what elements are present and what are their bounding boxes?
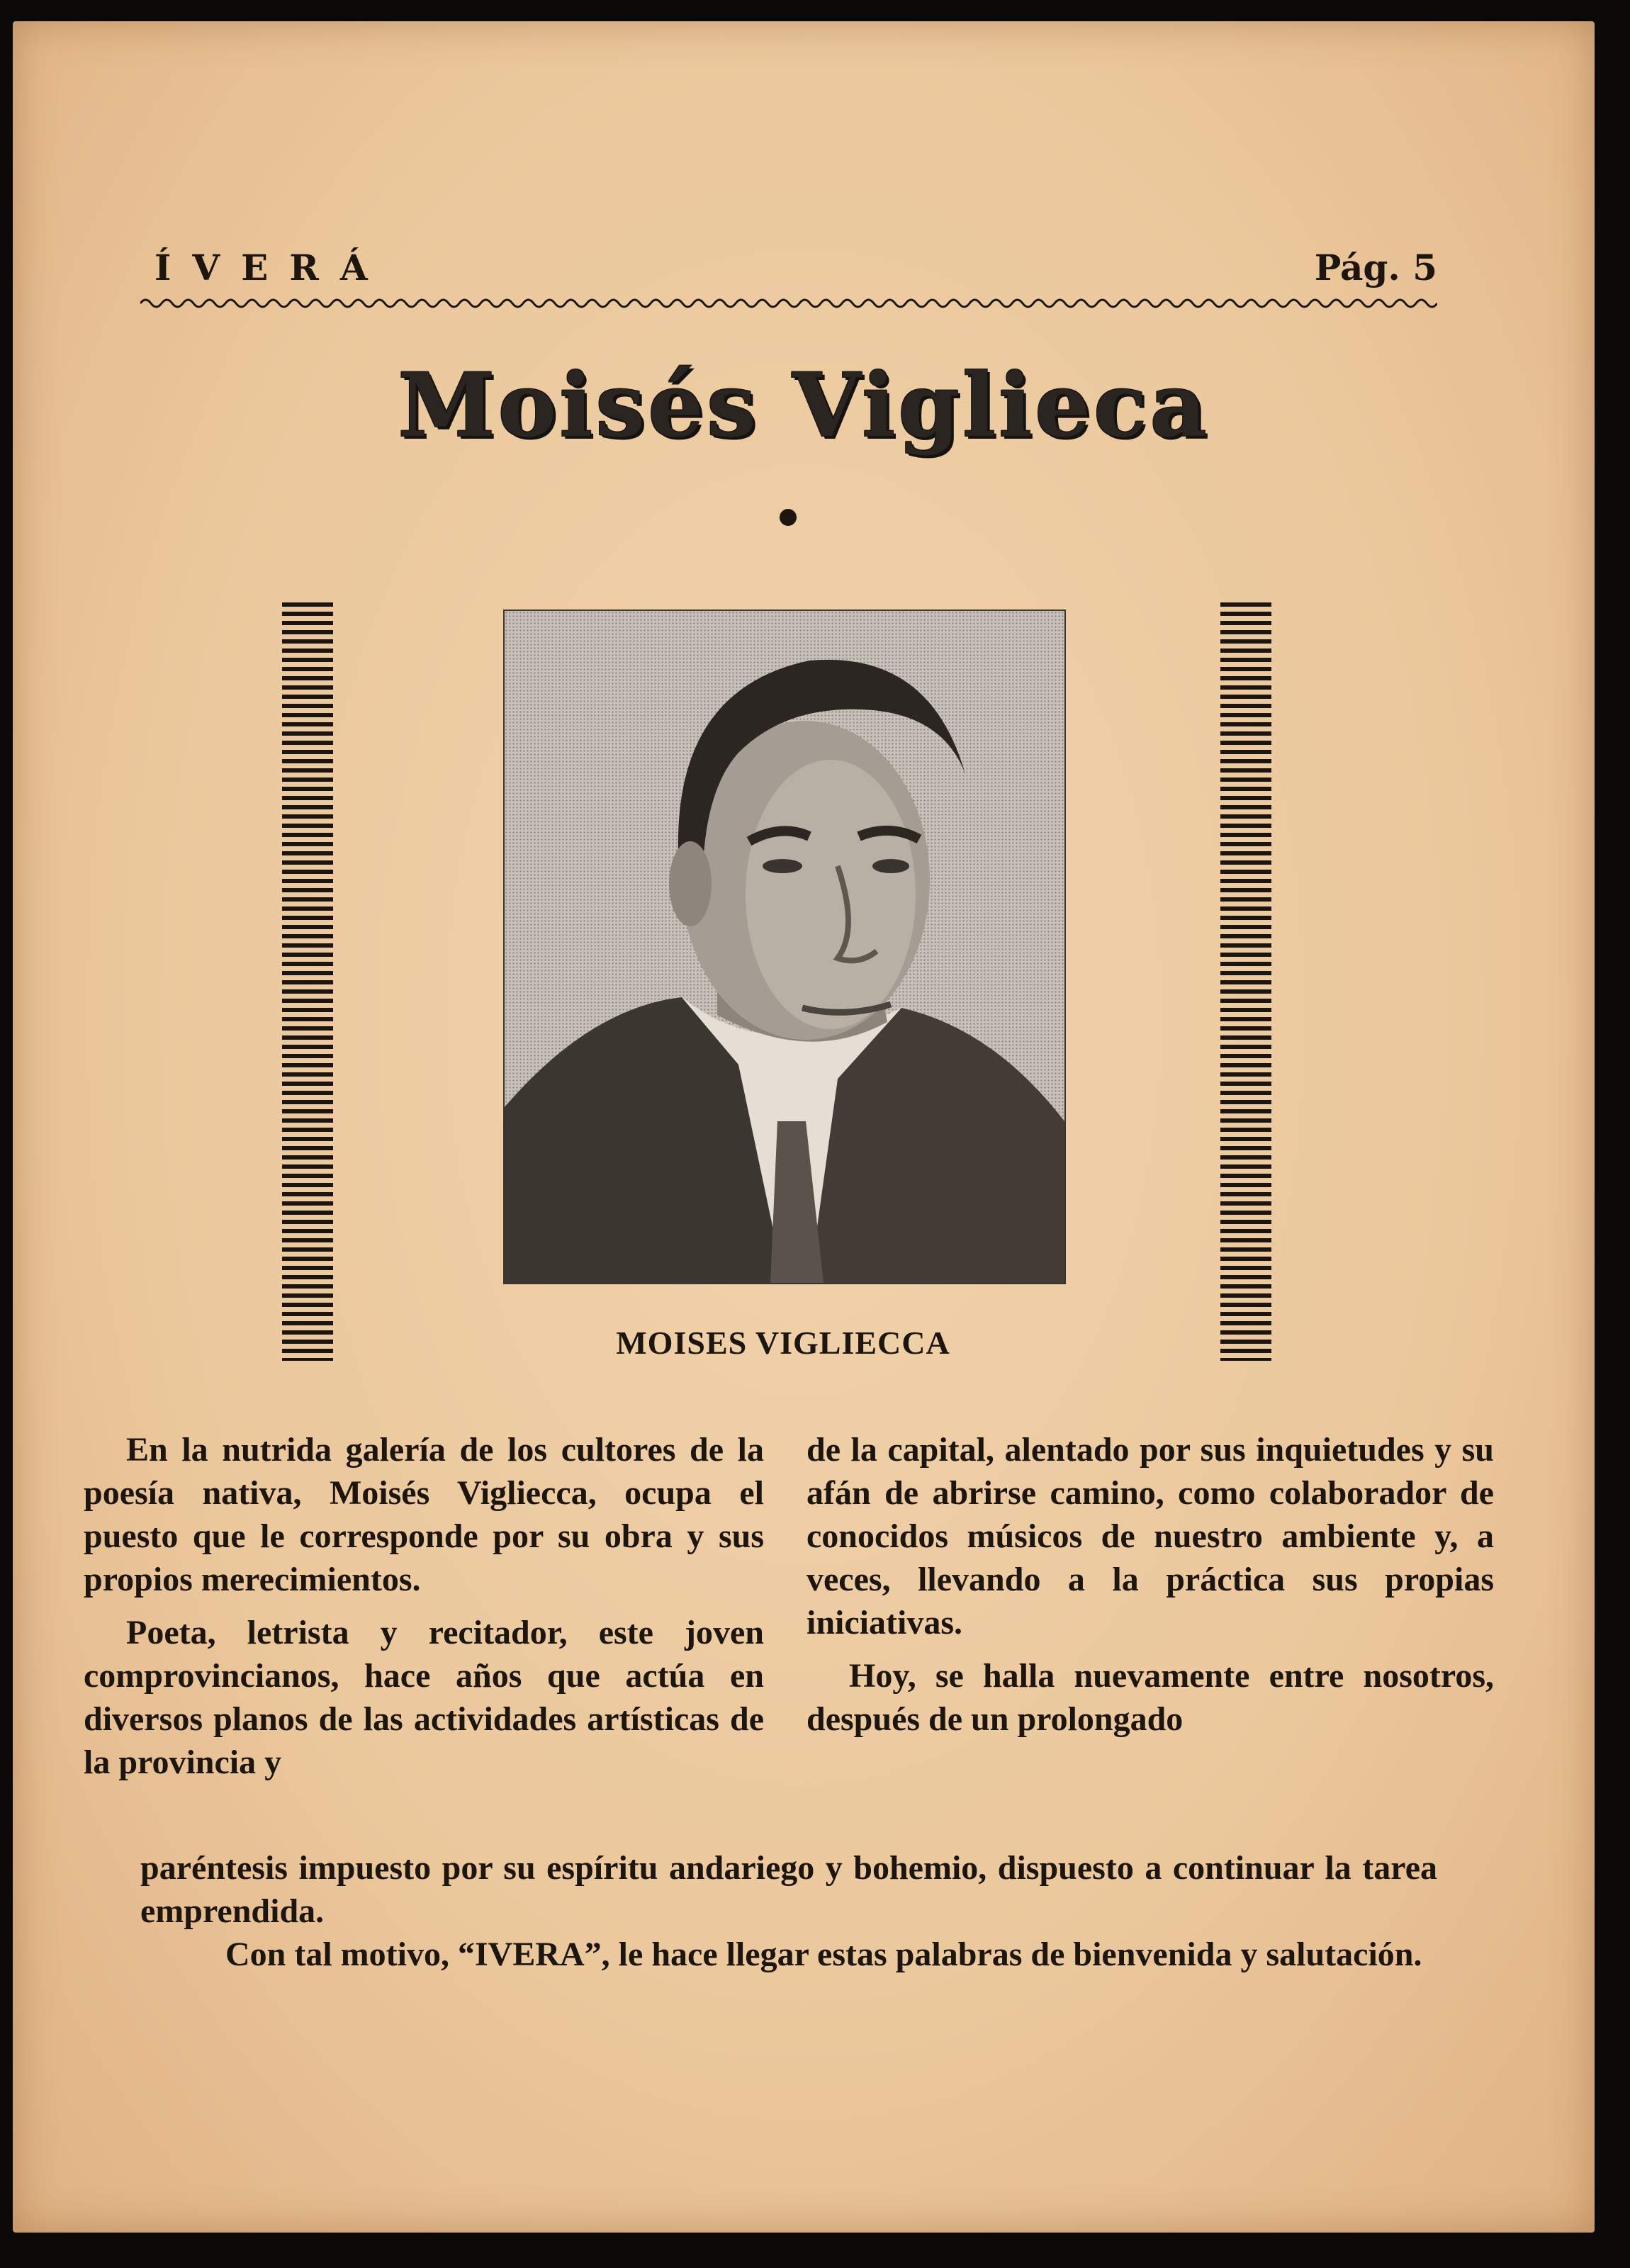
- wavy-divider: [140, 296, 1437, 310]
- paragraph: de la capital, alentado por sus inquietudes y su afán de abrirse camino, como colaborador de conocidos músicos de nuestro ambiente y, a veces, llevando a la práctica sus propias iniciativas.: [806, 1431, 1494, 1641]
- portrait-photo: [503, 610, 1066, 1284]
- paragraph: En la nutrida galería de los cultores de la poesía nativa, Moisés Vigliecca, ocupa el puesto que le corresponde por su obra y sus propios merecimientos.: [84, 1431, 764, 1598]
- photo-caption: MOISES VIGLIECCA: [616, 1325, 950, 1361]
- article-closing: [140, 1846, 1437, 1976]
- article-column-right: [806, 1428, 1494, 1751]
- paragraph: Hoy, se halla nuevamente entre nosotros, después de un prolongado: [806, 1657, 1494, 1738]
- page-number: Pág. 5: [1314, 247, 1437, 288]
- article-title: Moisés Viglieca: [398, 354, 1210, 457]
- page-header: [154, 247, 1437, 289]
- magazine-name: ÍVERÁ: [154, 247, 389, 288]
- paragraph: Poeta, letrista y recitador, este joven comprovincianos, hace años que actúa en diversos planos de las actividades artísticas de la provincia y: [84, 1614, 764, 1781]
- paragraph: Con tal motivo, “IVERA”, le hace llegar estas palabras de bienvenida y salutación.: [225, 1936, 1422, 1973]
- magazine-page: [13, 21, 1595, 2233]
- paragraph: paréntesis impuesto por su espíritu andariego y bohemio, dispuesto a continuar la tarea emprendida.: [140, 1849, 1437, 1930]
- title-bullet: [780, 509, 797, 526]
- article-column-left: [84, 1428, 764, 1794]
- left-striped-border: [282, 602, 333, 1361]
- right-striped-border: [1220, 602, 1271, 1361]
